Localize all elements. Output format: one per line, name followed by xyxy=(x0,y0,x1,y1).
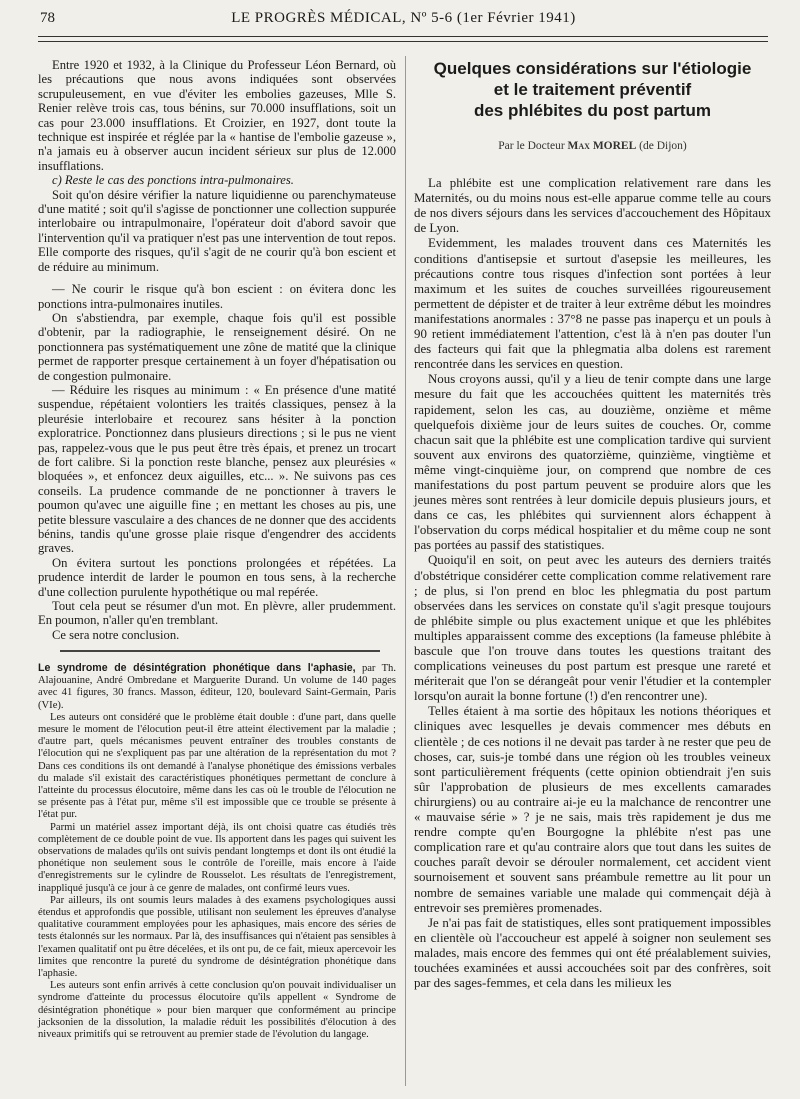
book-review xyxy=(38,662,396,1041)
left-column xyxy=(38,58,396,642)
paragraph: Nous croyons aussi, qu'il y a lieu de tenir compte dans une large mesure du fait que les accouchées quittent les maternités très rapidement, selon les cas, au douzième, onzième et même quelquefois dixième jour de leurs suites de couches. Or, comme chacun sait que la phlébite est une complication tardive qui survient souvent aux environs des quatorzième, quinzième, vingtième et même vingt-cinquième jour, on comprend que nombre de ces manifestations du post partum peuvent se produire alors que les jeunes mères sont rentrées à leur domicile depuis plusieurs jours, et dans ce cas, les phlébites qui surviennent alors échappent à l'observation du corps médical hospitalier et du même coup ne sont pas portées au passif des statistiques. xyxy=(414,372,771,553)
paragraph: Telles étaient à ma sortie des hôpitaux les notions théoriques et cliniques avec lesquelles je devais commencer mes débuts en clientèle ; de ces notions il ne devait pas tarder à ne rester que peu de choses, car, suis-je tombé dans une région où les troubles veineux sont particulièrement fréquents (cette opinion obtiendrait j'en suis sûr l'approbation de plusieurs de mes excellents camarades chirurgiens) ou au contraire ai-je eu la malchance de rencontrer une « mauvaise série » ? je ne sais, mais très rapidement je dus me rendre compte qu'en Bourgogne la phlébite n'est pas une complication rare et qu'au contraire alors que tout dans les suites de couches paraît devoir se dérouler normalement, cet accident vient sournoisement et souvent sans préambule remettre au lit pour un nombre de semaines variable une malade qui commençait déjà à entrevoir ses premières promenades. xyxy=(414,704,771,915)
paragraph: Evidemment, les malades trouvent dans ces Maternités les conditions d'antisepsie et surtout d'asepsie les meilleures, les précautions contre tous risques d'infection sont portées à leur maximum et les suites de couches surveillées rigoureusement permettent de dépister et de traiter à leur extrême début les moindres manifestations anormales : 37°8 ne passe pas inaperçu et un pouls à 90 retient immédiatement l'attention, c'est là à n'en pas douter l'un des facteurs qui fait que la phlegmatia alba dolens est rarement rencontrée dans les services en question. xyxy=(414,236,771,372)
paragraph: Quoiqu'il en soit, on peut avec les auteurs des derniers traités d'obstétrique considérer cette complication comme relativement rare ; de plus, si l'on prend en bloc les phlegmatia du post partum observées dans les services on constate qu'il s'agit presque toujours de phlébite simple ou plus exactement unique et que les phlébites multiples apparaissent comme des exceptions (la fameuse phlébite à bascule que l'on trouve dans toutes les questions traitant des complications veineuses du post partum est presque une rareté et mériterait que l'on se dérangeât pour venir l'étudier et la contempler lorsqu'on aurait la bonne fortune (!) d'en rencontrer une). xyxy=(414,553,771,704)
section-subheading: c) Reste le cas des ponctions intra-pulmonaires. xyxy=(52,173,294,188)
article-title xyxy=(414,58,771,121)
byline-prefix: Par le Docteur xyxy=(498,140,565,152)
paragraph: Tout cela peut se résumer d'un mot. En plèvre, aller prudemment. En poumon, n'aller qu'en tremblant. xyxy=(38,599,396,628)
header-rule-thick xyxy=(38,41,768,42)
paragraph: On s'abstiendra, par exemple, chaque fois qu'il est possible d'obtenir, par la radiographie, le renseignement désiré. On ne ponctionnera pas systématiquement une zône de matité que la clinique permet de rapporter presque certainement à un foyer d'hépatisation ou de congestion pulmonaire. xyxy=(38,310,396,383)
paragraph: Entre 1920 et 1932, à la Clinique du Professeur Léon Bernard, où les précautions que nous avons indiquées sont observées scrupuleusement, en vue d'éviter les embolies gazeuses, Mlle S. Renier relève trois cas, tous bénins, sur 70.000 insufflations, soit un cas pour 23.000 insufflations. Et Croizier, en 1927, dont toute la technique est inspirée et réglée par la « hantise de l'embolie gazeuse », n'a jamais eu à observer aucun incident sérieux sur plus de 12.000 insufflations. xyxy=(38,58,396,173)
author-name: Max MOREL xyxy=(567,140,637,152)
section-separator xyxy=(60,650,380,652)
review-paragraph: Par ailleurs, ils ont soumis leurs malades à des examens psychologiques aussi étendus et approfondis que possible, utilisant non seulement les épreuves d'analyse qualitative couramment employées pour les aphasiques, mais encore des séries de tests étalonnés sur les normaux. Par là, des insuffisances qui n'étaient pas sensibles à l'examen qualitatif ont pu être décelées, et ils ont pu, de ce fait, mieux apercevoir les limites que rencontre la pureté du syndrome de désintégration phonétique dans l'aphasie. xyxy=(38,894,396,980)
review-title: Le syndrome de désintégration phonétique dans l'aphasie, xyxy=(38,662,356,674)
column-divider xyxy=(405,56,406,1086)
page-header xyxy=(40,10,767,32)
review-paragraph: Les auteurs sont enfin arrivés à cette conclusion qu'on pouvait individualiser un syndrome d'atteinte du processus élocutoire qu'ils appellent « Syndrome de désintégration phonétique » pour bien marquer que conformément au principe jacksonien de la dissolution, la maladie réduit les possibilités d'élocution à des niveaux primitifs qui se retrouvent au premier stade de l'évolution du langage. xyxy=(38,980,396,1041)
article-title-line: et le traitement préventif xyxy=(493,80,692,99)
paragraph: Soit qu'on désire vérifier la nature liquidienne ou parenchymateuse d'une matité ; soit qu'il s'agisse de ponctionner une collection suppurée interlobaire ou intrapulmonaire, l'opérateur doit d'abord savoir que l'intervention qu'il va pratiquer n'est pas une intervention de tout repos. Elle comporte des risques, qu'il s'agit de ne courir qu'à bon escient et de réduire au minimum. xyxy=(38,187,396,274)
review-heading xyxy=(38,662,396,712)
article-title-line: Quelques considérations sur l'étiologie xyxy=(433,59,752,78)
affiliation: (de Dijon) xyxy=(639,140,687,152)
byline xyxy=(414,139,771,154)
paragraph: On évitera surtout les ponctions prolongées et répétées. La prudence interdit de larder le poumon en tous sens, à la recherche d'une collection purulente hypothétique ou mal repérée. xyxy=(38,555,396,599)
paragraph: Je n'ai pas fait de statistiques, elles sont pratiquement impossibles en clientèle où l'accoucheur est appelé à soigner non seulement ses malades, mais encore des femmes qui ont été préalablement suivies, touchées examinées et aussi accouchées soit par des confrères, soit par des sages-femmes, et cela dans les milieux les xyxy=(414,915,771,991)
paragraph: — Réduire les risques au minimum : « En présence d'une matité suspendue, répétaient volontiers les traités classiques, pensez à la pleurésie interlobaire et recourez sans hésiter à la ponction exploratrice. Ponctionnez dans plusieurs directions ; si le pus ne vient pas, rappelez-vous que le pus peut être très épais, et prenez un trocart de fort calibre. Si la ponction reste blanche, pensez aux pleurésies « bloquées », et enfoncez deux aiguilles, etc... ». Ne suivons pas ces conseils. La prudence commande de ne ponctionner à travers le poumon qu'avec une aiguille fine ; en mettant les choses au pis, une petite blessure vasculaire a des chances de ne donner que des accidents bénins, tandis qu'une grosse plaie risque d'engendrer des accidents graves. xyxy=(38,382,396,556)
review-citation: par Th. Alajouanine, André Ombredane et Marguerite Durand. Un volume de 140 pages avec 41 figures, 30 francs. Masson, éditeur, 120, boulevard Saint-Germain, Paris (VIe). xyxy=(38,663,396,711)
page-number: 78 xyxy=(40,10,55,26)
article-title-line: des phlébites du post partum xyxy=(473,101,712,120)
paragraph: Ce sera notre conclusion. xyxy=(52,627,180,642)
paragraph: La phlébite est une complication relativement rare dans les Maternités, ou du moins nous est-elle apparue comme telle au cours de nos divers séjours dans les services d'accouchement des Hôpitaux de Lyon. xyxy=(414,176,771,236)
right-column xyxy=(414,58,771,991)
review-paragraph: Les auteurs ont considéré que le problème était double : d'une part, dans quelle mesure le moment de l'élocution peut-il être atteint électivement par la maladie ; d'autre part, quels mécanismes peuvent entraîner des troubles constants de l'élocution qui ne s'expliquent pas par une altération de la représentation du mot ? Dans ces conditions ils ont demandé à l'analyse phonétique des émissions verbales du malade s'il existait des caractéristiques phonétiques permettant de conclure à l'atteinte du processus élocutoire, même dans les cas où le trouble de l'élocution ne se présente pas à l'état pur, même s'il est impossible que ce trouble se présente à l'état pur. xyxy=(38,711,396,821)
paragraph: — Ne courir le risque qu'à bon escient : on évitera donc les ponctions intra-pulmonaires inutiles. xyxy=(38,282,396,311)
journal-title: LE PROGRÈS MÉDICAL, Nº 5-6 (1er Février 1941) xyxy=(231,10,576,26)
review-paragraph: Parmi un matériel assez important déjà, ils ont choisi quatre cas étudiés très complètement de ce double point de vue. Ils apportent dans les pages qui suivent les observations de malades qu'ils ont suivis pendant longtemps et dont ils ont étudié la phonétique non seulement sous le contrôle de l'oreille, mais encore à l'aide d'enregistrements sur le cylindre de Rousselot. Les résultats de l'enregistrement, inappliqué jusqu'à ce jour à ce genre de malades, ont confirmé leurs vues. xyxy=(38,821,396,894)
header-rule xyxy=(38,36,768,37)
